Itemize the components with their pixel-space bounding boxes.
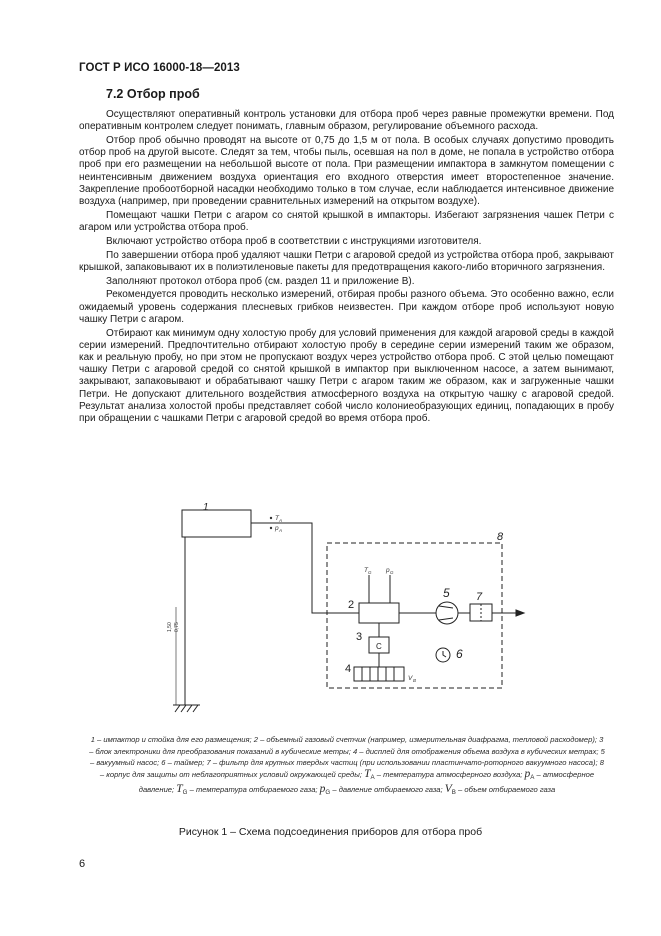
height-label: 1,50 (167, 622, 173, 632)
body-text (79, 109, 614, 427)
figure-legend (88, 734, 606, 799)
label-8: 8 (497, 531, 504, 543)
paragraph: Отбирают как минимум одну холостую пробу для условий применения для каждой агаровой среды в каждой серии измерений. Предпочтительно отбирают холостую пробу в середине серии измерений таким же образом, как и реальную пробу, но при этом не пропускают воздух через устройство отбора проб. С этой целью помещают чашку Петри с агаровой средой со снятой крышкой в импактор при выключенном насосе, а затем вынимают, закрывают, запаковывают и обрабатывают чашку Петри с агаром таким же образом, как и загруженные чашки Петри. Не допускают длительного воздействия атмосферного воздуха на открытую чашку с агаровой средой. Результат анализа холостой пробы представляет собой число колониеобразующих единиц, попадающих в пробу при обращении с чашками Петри с агаровой средой во время отбора проб. (79, 327, 614, 425)
legend-tg-sub: G (182, 788, 188, 796)
label-counter-c: C (376, 642, 382, 651)
paragraph: Включают устройство отбора проб в соответствии с инструкциями изготовителя. (106, 235, 482, 247)
legend-ta-text: – температура атмосферного воздуха; (376, 770, 523, 780)
paragraph: Отбор проб обычно проводят на высоте от 0,75 до 1,5 м от пола. В особых случаях допустимо проводить отбор проб на другой высоте. Следят за тем, чтобы пыль, осевшая на пол в доме, не попала в устройство отбора проб при его размещении на небольшой высоте от пола. При размещении импактора в замкнутом помещении с неинтенсивным движением воздуха ориентация его входного отверстия имеет второстепенное значение. Закрепление пробоотборной насадки необходимо только в том случае, если наблюдается интенсивное движение воздуха (например, при проведении сравнительных измерений на открытом воздухе). (79, 135, 614, 208)
label-vb-sub: B (413, 678, 417, 683)
legend-tg-symbol: T (176, 782, 183, 795)
figure-title: Рисунок 1 – Схема подсоединения приборов для отбора проб (178, 826, 483, 838)
paragraph: По завершении отбора проб удаляют чашки Петри с агаровой средой из устройства отбора проб, закрывают крышкой, запаковывают их в полиэтиленовые пакеты для предотвращения какого-либо вторичного загрязнения. (79, 249, 614, 273)
section-title: 7.2 Отбор проб (106, 87, 200, 101)
label-2: 2 (348, 599, 355, 611)
legend-tg-text: – температура отбираемого газа; (189, 784, 318, 794)
legend-vb-text: – объем отбираемого газа (458, 784, 556, 794)
label-5: 5 (443, 586, 450, 600)
label-7: 7 (476, 591, 483, 603)
legend-items: 1 – импактор и стойка для его размещения; 2 – объемный газовый счетчик (например, измерительная диафрагма, тепловой расходомер); 3 – блок электроники для преобразования показаний в кубические метры; 4 – дисплей для отображения объема воздуха в кубических метрах; 5 – вакуумный насос; 6 – таймер; 7 – фильтр для крупных твердых частиц (при использовании пластинчато-роторного вакуумного насоса); 8 – корпус для защиты от неблагоприятных условий окружающей среды; (89, 735, 605, 780)
document-header: ГОСТ Р ИСО 16000-18—2013 (79, 62, 240, 74)
paragraph: Помещают чашки Петри с агаром со снятой крышкой в импакторы. Избегают загрязнения чашек Петри с агаром или устройства отбора проб. (79, 209, 614, 234)
legend-ta-symbol: T (364, 768, 371, 781)
page-number: 6 (79, 858, 86, 870)
paragraph: Заполняют протокол отбора проб (см. раздел 11 и приложение В). (106, 275, 415, 287)
paragraph: Осуществляют оперативный контроль установки для отбора проб через равные промежутки времени. Под оперативным контролем следует понимать, главным образом, регулирование объемного расхода. (79, 109, 614, 133)
legend-ta-sub: A (370, 774, 375, 782)
legend-pg-symbol: p (319, 782, 326, 795)
legend-vb-sub: B (451, 788, 456, 796)
label-3: 3 (356, 631, 363, 643)
legend-pg-text: – давление отбираемого газа; (332, 784, 443, 794)
impactor-box (182, 510, 251, 537)
gas-meter-box (359, 603, 399, 623)
label-4: 4 (345, 663, 352, 675)
label-6: 6 (456, 647, 463, 661)
label-tg: T (364, 567, 368, 574)
label-pg: p (386, 567, 390, 574)
label-pa: p (275, 525, 279, 532)
label-pa-sub: A (279, 528, 283, 533)
label-vb: V (408, 675, 413, 682)
label-pg-sub: G (390, 570, 394, 575)
paragraph: Рекомендуется проводить несколько измерений, отбирая пробы разного объема. Это особенно важно, если ожидаемый уровень содержания плесневых грибков неизвестен. При каждом отборе проб используют новую чашку Петри с агаром. (79, 289, 614, 325)
legend-pa-symbol: p (524, 768, 531, 781)
height-label-2: 0,75 (174, 622, 180, 632)
label-ta: T (275, 515, 279, 522)
label-ta-sub: A (279, 518, 283, 523)
legend-pg-sub: G (325, 788, 331, 796)
sampling-diagram (140, 500, 540, 722)
legend-vb-symbol: V (444, 782, 452, 795)
label-tg-sub: G (368, 570, 372, 575)
label-1: 1 (203, 502, 209, 513)
pump-circle (436, 602, 458, 624)
legend-pa-text: – атмосферное давление; (138, 770, 595, 794)
legend-pa-sub: A (530, 774, 535, 782)
